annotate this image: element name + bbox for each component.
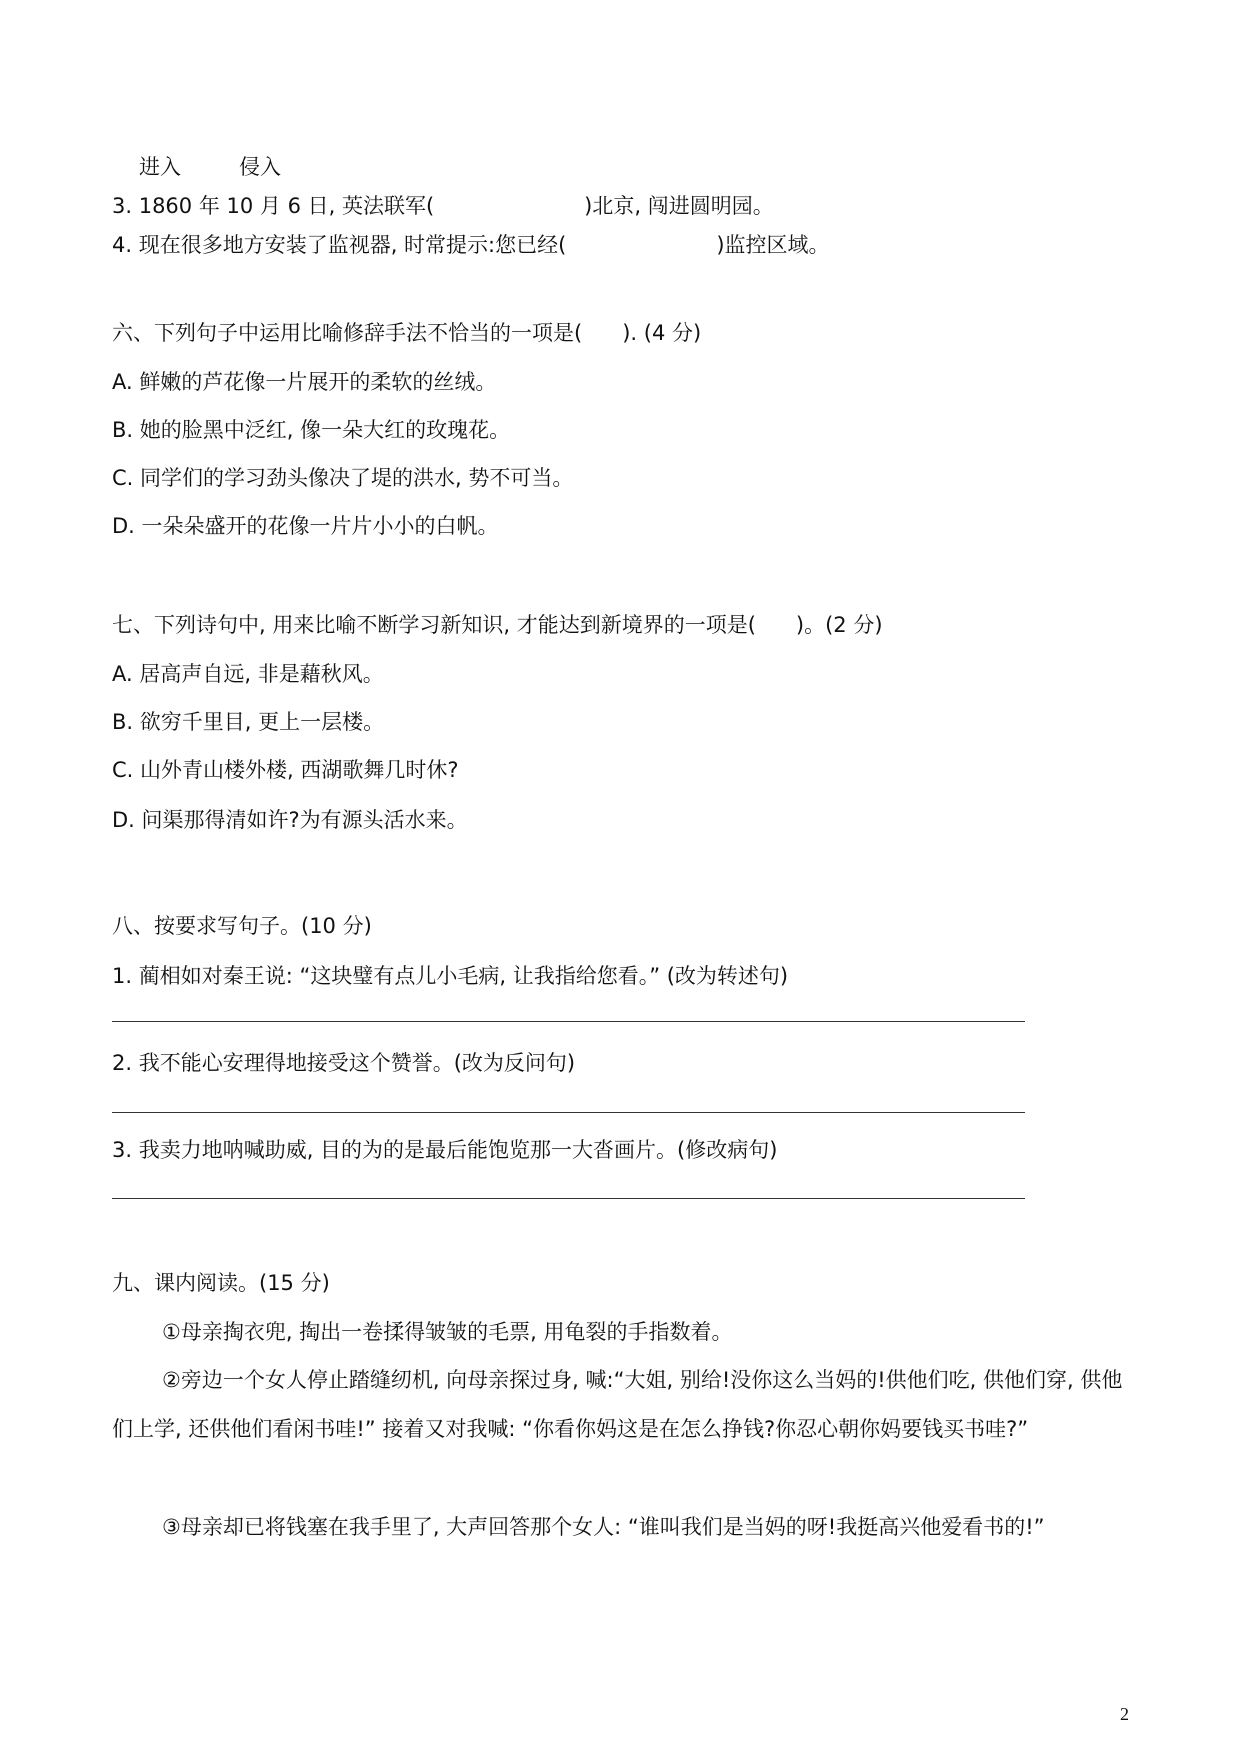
q5-item-4 xyxy=(112,232,830,258)
q6-title xyxy=(112,320,701,346)
reading-paragraph-3: ③母亲却已将钱塞在我手里了, 大声回答那个女人: “谁叫我们是当妈的呀!我挺高兴他爱看书的!” xyxy=(162,1515,1045,1539)
q7-title-post: )。(2 分) xyxy=(795,613,883,637)
choice-word-1: 进入 xyxy=(139,155,181,179)
q7-title xyxy=(112,612,883,638)
q7-option-d: D. 问渠那得清如许?为有源头活水来。 xyxy=(112,808,468,832)
answer-line-1[interactable] xyxy=(112,1021,1025,1022)
q5-item-3-post: )北京, 闯进圆明园。 xyxy=(584,194,774,218)
answer-line-3[interactable] xyxy=(112,1198,1025,1199)
q9-title: 九、课内阅读。(15 分) xyxy=(112,1271,330,1295)
q6-option-b: B. 她的脸黑中泛红, 像一朵大红的玫瑰花。 xyxy=(112,418,511,442)
q6-option-d: D. 一朵朵盛开的花像一片片小小的白帆。 xyxy=(112,514,499,538)
q6-title-post: ). (4 分) xyxy=(622,321,702,345)
q7-option-b: B. 欲穷千里目, 更上一层楼。 xyxy=(112,710,385,734)
q5-item-3 xyxy=(112,193,774,219)
reading-paragraph-2: ②旁边一个女人停止踏缝纫机, 向母亲探过身, 喊:“大姐, 别给!没你这么当妈的!供他们吃, 供他们穿, 供他们上学, 还供他们看闲书哇!” 接着又对我喊: “你看你妈这是在怎么挣钱?你忍心朝你妈要钱买书哇?” xyxy=(112,1368,1123,1441)
q7-option-c: C. 山外青山楼外楼, 西湖歌舞几时休? xyxy=(112,758,459,782)
choice-word-2: 侵入 xyxy=(239,155,281,179)
q6-option-c: C. 同学们的学习劲头像决了堤的洪水, 势不可当。 xyxy=(112,466,574,490)
q5-item-4-pre: 4. 现在很多地方安装了监视器, 时常提示:您已经( xyxy=(112,233,567,257)
q8-item-2: 2. 我不能心安理得地接受这个赞誉。(改为反问句) xyxy=(112,1051,576,1075)
q6-title-pre: 六、下列句子中运用比喻修辞手法不恰当的一项是( xyxy=(112,321,583,345)
q7-title-pre: 七、下列诗句中, 用来比喻不断学习新知识, 才能达到新境界的一项是( xyxy=(112,613,756,637)
q8-item-1: 1. 蔺相如对秦王说: “这块璧有点儿小毛病, 让我指给您看。” (改为转述句) xyxy=(112,964,789,988)
q5-item-4-post: )监控区域。 xyxy=(716,233,830,257)
q5-item-3-pre: 3. 1860 年 10 月 6 日, 英法联军( xyxy=(112,194,435,218)
reading-paragraph-1: ①母亲掏衣兜, 掏出一卷揉得皱皱的毛票, 用龟裂的手指数着。 xyxy=(162,1320,733,1344)
q6-option-a: A. 鲜嫩的芦花像一片展开的柔软的丝绒。 xyxy=(112,370,497,394)
page-number: 2 xyxy=(1120,1704,1129,1724)
q8-title: 八、按要求写句子。(10 分) xyxy=(112,914,372,938)
q7-option-a: A. 居高声自远, 非是藉秋风。 xyxy=(112,662,384,686)
answer-line-2[interactable] xyxy=(112,1112,1025,1113)
q8-item-3: 3. 我卖力地呐喊助威, 目的为的是最后能饱览那一大沓画片。(修改病句) xyxy=(112,1138,778,1162)
